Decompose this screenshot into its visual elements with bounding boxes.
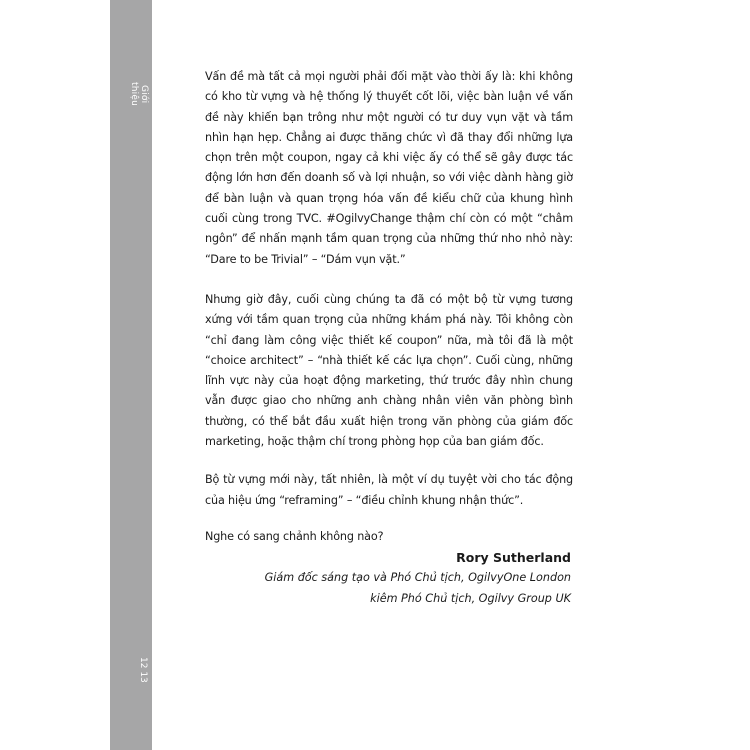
section-label: Giới thiệu [129,82,149,106]
page-numbers: 12 13 [138,657,148,683]
paragraph-4: Nghe có sang chảnh không nào? [205,529,384,543]
author-title-line-2: kiêm Phó Chủ tịch, Ogilvy Group UK [370,591,571,605]
signature-block [240,548,571,609]
paragraph-3: Bộ từ vựng mới này, tất nhiên, là một ví dụ tuyệt vời cho tác động của hiệu ứng “reframing” – “điều chỉnh khung nhận thức”. [205,473,573,507]
paragraph-2: Nhưng giờ đây, cuối cùng chúng ta đã có một bộ từ vựng tương xứng với tầm quan trọng của những khám phá này. Tôi không còn “chỉ đang làm công việc thiết kế coupon” nữa, mà tôi đã là một “choice architect” – “nhà thiết kế các lựa chọn”. Cuối cùng, những lĩnh vực này của hoạt động marketing, thứ trước đây nhìn chung vẫn được giao cho những anh chàng nhân viên văn phòng bình thường, có thể bắt đầu xuất hiện trong văn phòng của giám đốc marketing, hoặc thậm chí trong phòng họp của ban giám đốc. [205,292,573,449]
author-name: Rory Sutherland [456,550,571,565]
paragraph-1: Vấn đề mà tất cả mọi người phải đối mặt vào thời ấy là: khi không có kho từ vựng và hệ thống lý thuyết cốt lõi, việc bàn luận về vấn đề này khiến bạn trông như một người có tư duy vụn vặt và tầm nhìn hạn hẹp. Chẳng ai được thăng chức vì đã thay đổi những lựa chọn trên một coupon, ngay cả khi việc ấy có thể sẽ gây được tác động lớn hơn đến doanh số và lợi nhuận, so với việc dành hàng giờ để bàn luận và quan trọng hóa vấn đề kiểu chữ của khung hình cuối cùng trong TVC. #OgilvyChange thậm chí còn có một “châm ngôn” để nhấn mạnh tầm quan trọng của những thứ nho nhỏ này: “Dare to be Trivial” – “Dám vụn vặt.” [205,70,573,266]
author-title-line-1: Giám đốc sáng tạo và Phó Chủ tịch, OgilvyOne London [264,571,571,584]
body-text [205,67,573,547]
